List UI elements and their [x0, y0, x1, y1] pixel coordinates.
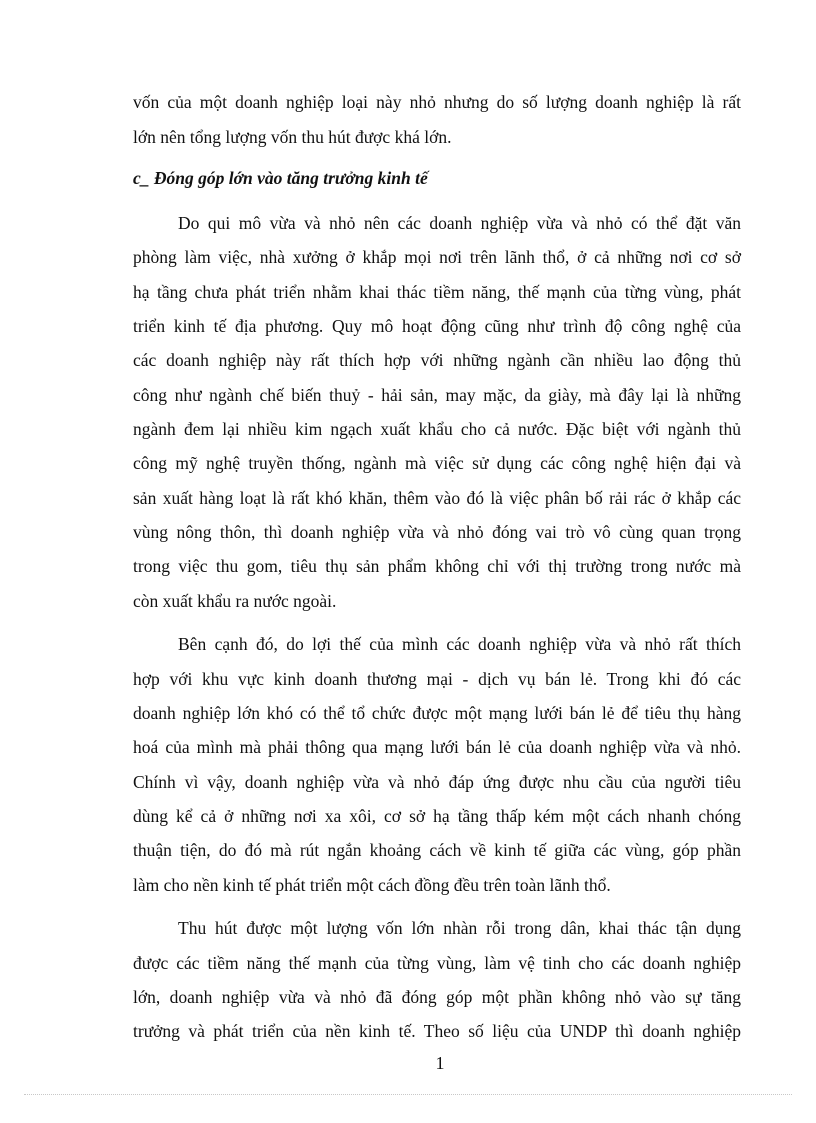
paragraph2-line-6: dùng kể cả ở những nơi xa xôi, cơ sở hạ tầng thấp kém một cách nhanh chóng [133, 806, 741, 826]
paragraph3-line-3: lớn, doanh nghiệp vừa và nhỏ đã đóng góp một phần không nhỏ vào sự tăng [133, 987, 741, 1007]
paragraph1-line-4: triển kinh tế địa phương. Quy mô hoạt động cũng như trình độ công nghệ của [133, 316, 741, 336]
paragraph1-line-11: trong việc thu gom, tiêu thụ sản phẩm không chỉ với thị trường trong nước mà [133, 556, 741, 576]
intro-line-2: lớn nên tổng lượng vốn thu hút được khá lớn. [133, 127, 452, 147]
section-heading: c_ Đóng góp lớn vào tăng trưởng kinh tế [133, 168, 428, 188]
paragraph3-line-1: Thu hút được một lượng vốn lớn nhàn rỗi trong dân, khai thác tận dụng [178, 918, 741, 938]
paragraph1-line-3: hạ tầng chưa phát triển nhằm khai thác tiềm năng, thế mạnh của từng vùng, phát [133, 282, 741, 302]
paragraph1-line-2: phòng làm việc, nhà xưởng ở khắp mọi nơi trên lãnh thổ, ở cả những nơi cơ sở [133, 247, 741, 267]
paragraph1-line-10: vùng nông thôn, thì doanh nghiệp vừa và nhỏ đóng vai trò vô cùng quan trọng [133, 522, 741, 542]
paragraph2-line-2: hợp với khu vực kinh doanh thương mại - dịch vụ bán lẻ. Trong khi đó các [133, 669, 741, 689]
paragraph3-line-4: trưởng và phát triển của nền kinh tế. Theo số liệu của UNDP thì doanh nghiệp [133, 1021, 741, 1041]
paragraph1-line-1: Do qui mô vừa và nhỏ nên các doanh nghiệp vừa và nhỏ có thể đặt văn [178, 213, 741, 233]
paragraph1-line-5: các doanh nghiệp này rất thích hợp với những ngành cần nhiều lao động thủ [133, 350, 741, 370]
paragraph1-line-9: sản xuất hàng loạt là rất khó khăn, thêm vào đó là việc phân bố rải rác ở khắp các [133, 488, 741, 508]
paragraph2-line-5: Chính vì vậy, doanh nghiệp vừa và nhỏ đáp ứng được nhu cầu của người tiêu [133, 772, 741, 792]
paragraph2-line-7: thuận tiện, do đó mà rút ngắn khoảng cách về kinh tế giữa các vùng, góp phần [133, 840, 741, 860]
paragraph1-line-6: công như ngành chế biến thuỷ - hải sản, may mặc, da giày, mà đây lại là những [133, 385, 741, 405]
paragraph1-line-7: ngành đem lại nhiều kim ngạch xuất khẩu cho cả nước. Đặc biệt với ngành thủ [133, 419, 741, 439]
page-number: 1 [435, 1053, 445, 1073]
footer-divider [24, 1094, 792, 1095]
paragraph1-line-8: công mỹ nghệ truyền thống, ngành mà việc sử dụng các công nghệ hiện đại và [133, 453, 741, 473]
paragraph2-line-1: Bên cạnh đó, do lợi thế của mình các doanh nghiệp vừa và nhỏ rất thích [178, 634, 741, 654]
paragraph3-line-2: được các tiềm năng thế mạnh của từng vùng, làm vệ tinh cho các doanh nghiệp [133, 953, 741, 973]
paragraph1-line-12: còn xuất khẩu ra nước ngoài. [133, 591, 337, 611]
paragraph2-line-8: làm cho nền kinh tế phát triển một cách đồng đều trên toàn lãnh thổ. [133, 875, 611, 895]
paragraph2-line-4: hoá của mình mà phải thông qua mạng lưới bán lẻ của doanh nghiệp vừa và nhỏ. [133, 737, 741, 757]
paragraph2-line-3: doanh nghiệp lớn khó có thể tổ chức được một mạng lưới bán lẻ để tiêu thụ hàng [133, 703, 741, 723]
intro-line-1: vốn của một doanh nghiệp loại này nhỏ nhưng do số lượng doanh nghiệp là rất [133, 92, 741, 112]
